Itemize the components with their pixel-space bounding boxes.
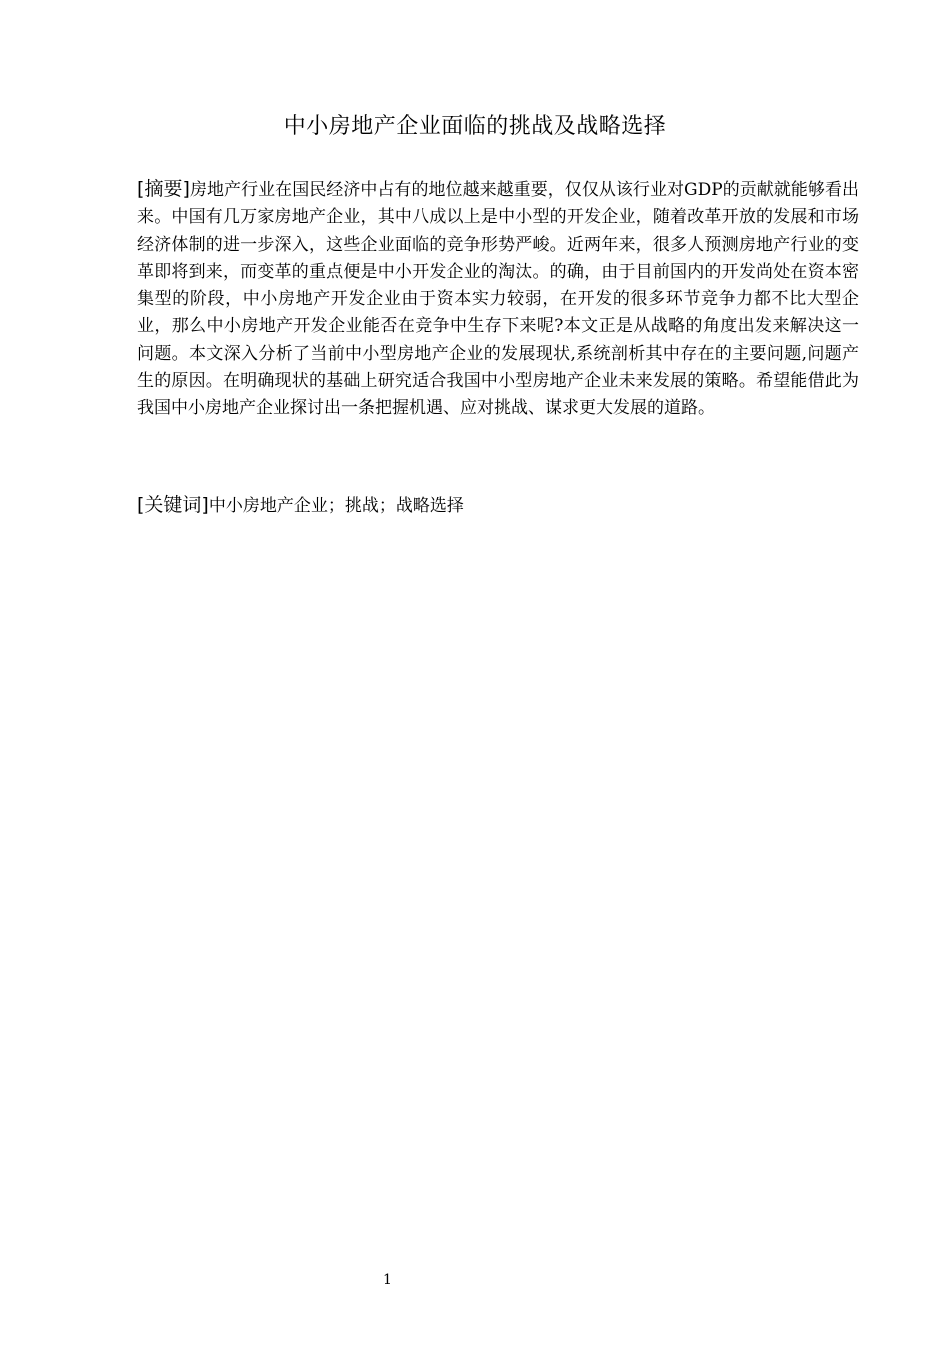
abstract-label: [摘要]	[137, 178, 190, 200]
document-title: 中小房地产企业面临的挑战及战略选择	[283, 114, 667, 139]
abstract-text: 房地产行业在国民经济中占有的地位越来越重要，仅仅从该行业对GDP的贡献就能够看出来。中国有几万家房地产企业，其中八成以上是中小型的开发企业，随着改革开放的发展和市场经济体制的进一步深入，这些企业面临的竞争形势严峻。近两年来，很多人预测房地产行业的变革即将到来，而变革的重点便是中小开发企业的淘汰。的确，由于目前国内的开发尚处在资本密集型的阶段，中小房地产开发企业由于资本实力较弱，在开发的很多环节竞争力都不比大型企业，那么中小房地产开发企业能否在竞争中生存下来呢?本文正是从战略的角度出发来解决这一问题。本文深入分析了当前中小型房地产企业的发展现状,系统剖析其中存在的主要问题,问题产生的原因。在明确现状的基础上研究适合我国中小型房地产企业未来发展的策略。希望能借此为我国中小房地产企业探讨出一条把握机遇、应对挑战、谋求更大发展的道路。	[137, 180, 859, 419]
keywords-text: 中小房地产企业；挑战；战略选择	[208, 496, 464, 516]
keywords-line	[137, 491, 859, 520]
abstract-paragraph	[137, 176, 859, 423]
keywords-label: [关键词]	[137, 494, 209, 516]
page-number: 1	[383, 1272, 392, 1288]
